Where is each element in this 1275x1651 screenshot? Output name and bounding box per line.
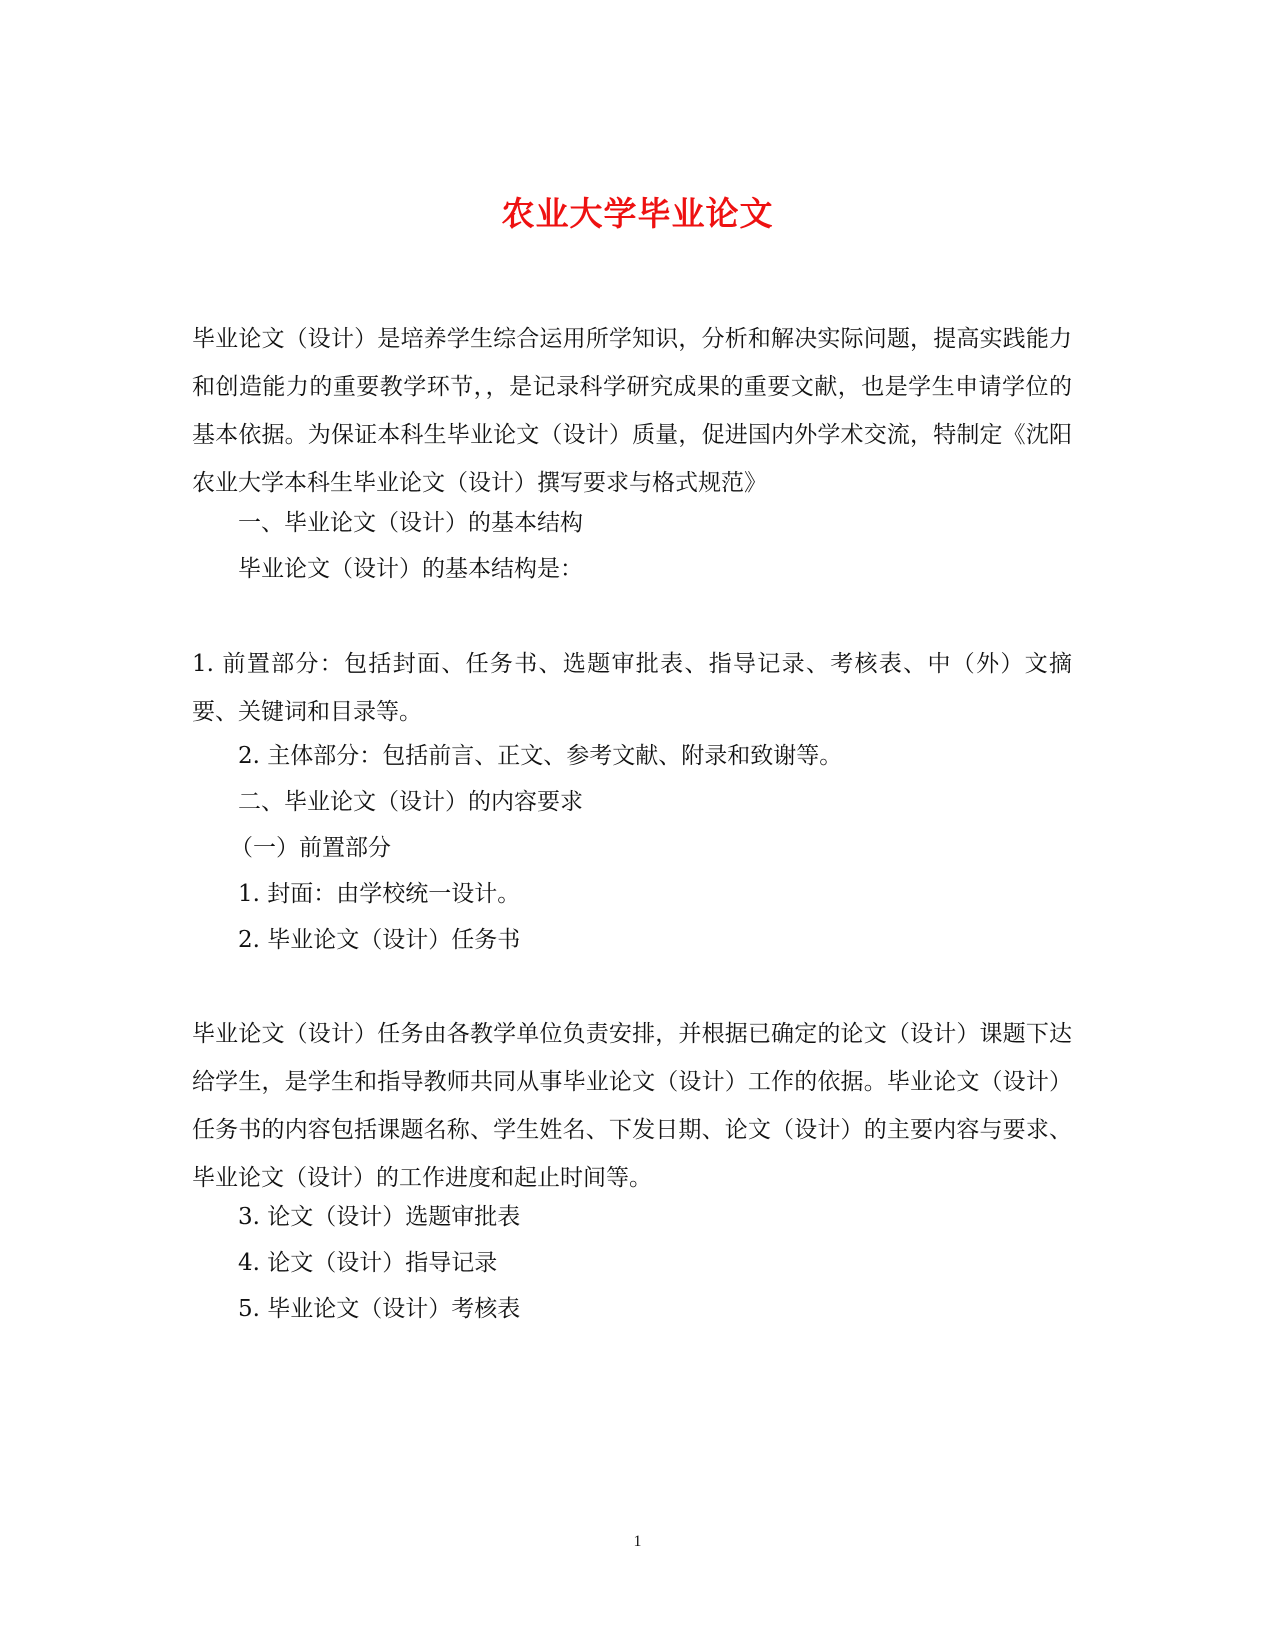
page-number: 1 — [633, 1533, 642, 1550]
subsection1-heading: （一）前置部分 — [230, 835, 391, 861]
intro-paragraph: 毕业论文（设计）是培养学生综合运用所学知识，分析和解决实际问题，提高实践能力和创造能力的重要教学环节，，是记录科学研究成果的重要文献，也是学生申请学位的基本依据。为保证本科生毕业论文（设计）质量，促进国内外学术交流，特制定《沈阳农业大学本科生毕业论文（设计）撰写要求与格式规范》 — [192, 326, 1072, 496]
list-item-guidance-record: 4. 论文（设计）指导记录 — [238, 1250, 498, 1276]
list-item-main-body: 2. 主体部分：包括前言、正文、参考文献、附录和致谢等。 — [238, 743, 843, 769]
document-title: 农业大学毕业论文 — [501, 194, 774, 234]
section1-heading: 一、毕业论文（设计）的基本结构 — [238, 510, 583, 536]
list-item-task-book: 2. 毕业论文（设计）任务书 — [238, 927, 521, 953]
list-item-cover: 1. 封面：由学校统一设计。 — [238, 881, 521, 907]
section2-heading: 二、毕业论文（设计）的内容要求 — [238, 789, 583, 815]
list-item-approval-form: 3. 论文（设计）选题审批表 — [238, 1204, 521, 1230]
section1-lead: 毕业论文（设计）的基本结构是： — [238, 556, 583, 582]
list-item-front-matter: 1. 前置部分：包括封面、任务书、选题审批表、指导记录、考核表、中（外）文摘要、关键词和目录等。 — [192, 651, 1072, 725]
task-paragraph: 毕业论文（设计）任务由各教学单位负责安排，并根据已确定的论文（设计）课题下达给学生，是学生和指导教师共同从事毕业论文（设计）工作的依据。毕业论文（设计）任务书的内容包括课题名称、学生姓名、下发日期、论文（设计）的主要内容与要求、毕业论文（设计）的工作进度和起止时间等。 — [192, 1021, 1072, 1191]
list-item-assessment-form: 5. 毕业论文（设计）考核表 — [238, 1296, 521, 1322]
